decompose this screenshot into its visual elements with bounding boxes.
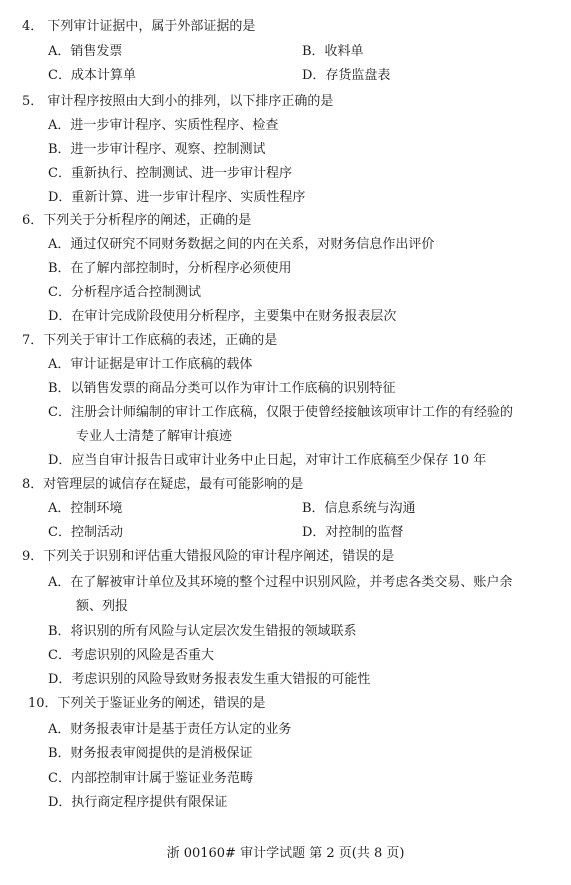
question-10-option-d: D．执行商定程序提供有限保证 (48, 795, 228, 810)
question-9-option-c: C．考虑识别的风险是否重大 (48, 648, 214, 663)
question-5-stem: 5． 审计程序按照由大到小的排列，以下排序正确的是 (22, 94, 334, 109)
question-8-option-a: A．控制环境 (48, 501, 123, 516)
question-6-option-d: D．在审计完成阶段使用分析程序，主要集中在财务报表层次 (48, 309, 397, 324)
question-9-option-a-continuation: 额、列报 (76, 599, 129, 614)
question-9-option-a: A．在了解被审计单位及其环境的整个过程中识别风险，并考虑各类交易、账户余 (48, 575, 513, 590)
question-9-option-d: D．考虑识别的风险导致财务报表发生重大错报的可能性 (48, 672, 371, 687)
question-6-option-c: C．分析程序适合控制测试 (48, 285, 201, 300)
question-4-stem: 4． 下列审计证据中，属于外部证据的是 (22, 19, 256, 34)
question-7-stem: 7．下列关于审计工作底稿的表述，正确的是 (22, 333, 278, 348)
question-10-option-a: A．财务报表审计是基于责任方认定的业务 (48, 722, 292, 737)
question-8-option-c: C．控制活动 (48, 525, 123, 540)
question-7-option-c-continuation: 专业人士清楚了解审计痕迹 (76, 429, 233, 444)
question-6-option-a: A．通过仅研究不同财务数据之间的内在关系，对财务信息作出评价 (48, 237, 435, 252)
question-10-stem: 10．下列关于鉴证业务的阐述，错误的是 (28, 696, 266, 711)
question-6-option-b: B．在了解内部控制时，分析程序必须使用 (48, 261, 292, 276)
question-10-option-c: C．内部控制审计属于鉴证业务范畴 (48, 771, 253, 786)
question-7-option-a: A．审计证据是审计工作底稿的载体 (48, 357, 253, 372)
question-4-option-c: C．成本计算单 (48, 68, 136, 83)
question-7-option-c: C．注册会计师编制的审计工作底稿，仅限于使曾经接触该项审计工作的有经验的 (48, 405, 513, 420)
page-footer: 浙 00160# 审计学试题 第 2 页(共 8 页) (166, 846, 405, 861)
question-5-option-c: C．重新执行、控制测试、进一步审计程序 (48, 166, 292, 181)
question-10-option-b: B．财务报表审阅提供的是消极保证 (48, 746, 253, 761)
question-4-option-a: A．销售发票 (48, 44, 123, 59)
question-7-option-d: D．应当自审计报告日或审计业务中止日起，对审计工作底稿至少保存 10 年 (48, 453, 487, 468)
question-9-option-b: B．将识别的所有风险与认定层次发生错报的领域联系 (48, 624, 357, 639)
question-8-option-b: B．信息系统与沟通 (302, 501, 416, 516)
question-5-option-b: B．进一步审计程序、观察、控制测试 (48, 142, 266, 157)
question-5-option-a: A．进一步审计程序、实质性程序、检查 (48, 118, 279, 133)
question-8-option-d: D．对控制的监督 (302, 525, 404, 540)
question-6-stem: 6．下列关于分析程序的阐述，正确的是 (22, 213, 252, 228)
question-8-stem: 8．对管理层的诚信存在疑虑，最有可能影响的是 (22, 477, 304, 492)
question-7-option-b: B．以销售发票的商品分类可以作为审计工作底稿的识别特征 (48, 381, 396, 396)
question-5-option-d: D．重新计算、进一步审计程序、实质性程序 (48, 190, 306, 205)
question-4-option-b: B．收料单 (302, 44, 364, 59)
question-9-stem: 9．下列关于识别和评估重大错报风险的审计程序阐述，错误的是 (22, 549, 395, 564)
question-4-option-d: D．存货监盘表 (302, 68, 391, 83)
